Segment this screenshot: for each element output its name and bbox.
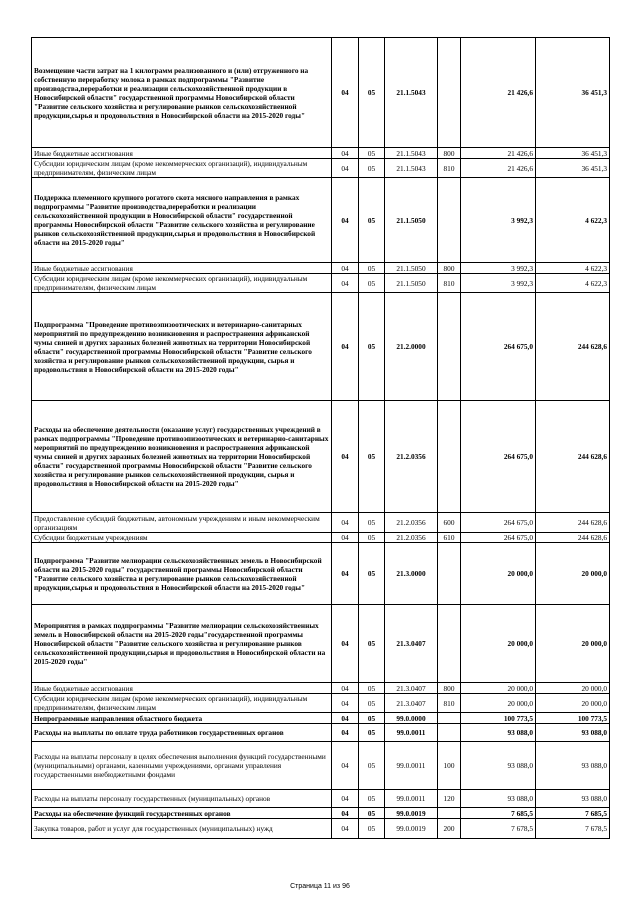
amount-2016: 7 678,5 — [536, 819, 610, 839]
expense-type-code — [438, 293, 461, 401]
amount-2016: 244 628,6 — [536, 293, 610, 401]
subsection-code: 05 — [359, 263, 385, 274]
amount-2015: 3 992,3 — [461, 274, 536, 293]
section-code: 04 — [332, 263, 359, 274]
item-name: Расходы на обеспечение деятельности (оказание услуг) государственных учреждений в рамках подпрограммы "Проведение противоэпизоотических и ветеринарно-санитарных мероприятий по предупреждению возникновения и распространения африканской чумы свиней и других заразных болезней животных на территории Новосибирской области" государственной программы Новосибирской области "Развитие сельского хозяйства и регулирование рынков сельскохозяйственной продукции, сырья и продовольствия в Новосибирской области на 2015-2020 годы" — [32, 401, 332, 513]
page-footer: Страница 11 из 96 — [290, 883, 350, 890]
target-article-code: 21.3.0000 — [385, 543, 438, 605]
table-row — [32, 713, 610, 724]
table-row — [32, 38, 610, 148]
target-article-code: 99.0.0011 — [385, 742, 438, 790]
target-article-code: 21.2.0000 — [385, 293, 438, 401]
amount-2016: 20 000,0 — [536, 605, 610, 683]
target-article-code: 99.0.0011 — [385, 790, 438, 808]
expense-type-code — [438, 605, 461, 683]
expense-type-code: 800 — [438, 263, 461, 274]
target-article-code: 21.3.0407 — [385, 694, 438, 713]
subsection-code: 05 — [359, 159, 385, 178]
item-name: Непрограммные направления областного бюджета — [32, 713, 332, 724]
table-row — [32, 159, 610, 178]
section-code: 04 — [332, 683, 359, 694]
item-name: Иные бюджетные ассигнования — [32, 683, 332, 694]
target-article-code: 99.0.0000 — [385, 713, 438, 724]
amount-2016: 20 000,0 — [536, 543, 610, 605]
table-row — [32, 808, 610, 819]
target-article-code: 99.0.0011 — [385, 724, 438, 742]
subsection-code: 05 — [359, 694, 385, 713]
target-article-code: 99.0.0019 — [385, 808, 438, 819]
target-article-code: 21.2.0356 — [385, 533, 438, 543]
section-code: 04 — [332, 742, 359, 790]
amount-2015: 264 675,0 — [461, 533, 536, 543]
section-code: 04 — [332, 819, 359, 839]
expense-type-code: 200 — [438, 819, 461, 839]
section-code: 04 — [332, 808, 359, 819]
table-row — [32, 274, 610, 293]
expense-type-code — [438, 401, 461, 513]
amount-2015: 264 675,0 — [461, 513, 536, 533]
expense-type-code: 600 — [438, 513, 461, 533]
target-article-code: 21.3.0407 — [385, 683, 438, 694]
amount-2016: 4 622,3 — [536, 274, 610, 293]
table-row — [32, 724, 610, 742]
table-row — [32, 178, 610, 263]
amount-2016: 20 000,0 — [536, 694, 610, 713]
amount-2015: 3 992,3 — [461, 178, 536, 263]
amount-2016: 244 628,6 — [536, 401, 610, 513]
subsection-code: 05 — [359, 274, 385, 293]
subsection-code: 05 — [359, 713, 385, 724]
subsection-code: 05 — [359, 148, 385, 159]
amount-2016: 100 773,5 — [536, 713, 610, 724]
target-article-code: 21.2.0356 — [385, 513, 438, 533]
amount-2015: 20 000,0 — [461, 543, 536, 605]
target-article-code: 21.1.5043 — [385, 38, 438, 148]
item-name: Субсидии юридическим лицам (кроме некоммерческих организаций), индивидуальным предпринимателям, физическим лицам — [32, 274, 332, 293]
amount-2016: 36 451,3 — [536, 38, 610, 148]
section-code: 04 — [332, 148, 359, 159]
expense-type-code — [438, 713, 461, 724]
section-code: 04 — [332, 533, 359, 543]
expense-type-code — [438, 808, 461, 819]
section-code: 04 — [332, 543, 359, 605]
section-code: 04 — [332, 694, 359, 713]
amount-2015: 93 088,0 — [461, 724, 536, 742]
amount-2015: 93 088,0 — [461, 790, 536, 808]
amount-2016: 93 088,0 — [536, 790, 610, 808]
target-article-code: 99.0.0019 — [385, 819, 438, 839]
section-code: 04 — [332, 38, 359, 148]
expense-type-code: 800 — [438, 148, 461, 159]
subsection-code: 05 — [359, 819, 385, 839]
expense-type-code: 120 — [438, 790, 461, 808]
amount-2015: 21 426,6 — [461, 159, 536, 178]
amount-2015: 20 000,0 — [461, 683, 536, 694]
subsection-code: 05 — [359, 790, 385, 808]
budget-table-page — [31, 37, 609, 839]
section-code: 04 — [332, 513, 359, 533]
item-name: Субсидии юридическим лицам (кроме некоммерческих организаций), индивидуальным предпринимателям, физическим лицам — [32, 694, 332, 713]
item-name: Подпрограмма "Проведение противоэпизоотических и ветеринарно-санитарных мероприятий по предупреждению возникновения и распространения африканской чумы свиней и других заразных болезней животных на территории Новосибирской области" государственной программы Новосибирской области "Развитие сельского хозяйства и регулирование рынков сельскохозяйственной продукции, сырья и продовольствия в Новосибирской области на 2015-2020 годы" — [32, 293, 332, 401]
target-article-code: 21.1.5043 — [385, 148, 438, 159]
amount-2016: 7 685,5 — [536, 808, 610, 819]
section-code: 04 — [332, 293, 359, 401]
table-row — [32, 263, 610, 274]
table-row — [32, 790, 610, 808]
target-article-code: 21.1.5043 — [385, 159, 438, 178]
subsection-code: 05 — [359, 724, 385, 742]
section-code: 04 — [332, 178, 359, 263]
item-name: Подпрограмма "Развитие мелиорации сельскохозяйственных земель в Новосибирской области на 2015-2020 годы" государственной программы Новосибирской области "Развитие сельского хозяйства и регулирование рынков сельскохозяйственной продукции,сырья и продовольствия в Новосибирской области на 2015-2020 годы" — [32, 543, 332, 605]
amount-2015: 21 426,6 — [461, 38, 536, 148]
amount-2016: 244 628,6 — [536, 513, 610, 533]
subsection-code: 05 — [359, 742, 385, 790]
subsection-code: 05 — [359, 605, 385, 683]
subsection-code: 05 — [359, 808, 385, 819]
section-code: 04 — [332, 713, 359, 724]
table-row — [32, 148, 610, 159]
target-article-code: 21.1.5050 — [385, 274, 438, 293]
amount-2016: 36 451,3 — [536, 148, 610, 159]
amount-2015: 20 000,0 — [461, 605, 536, 683]
item-name: Возмещение части затрат на 1 килограмм реализованного и (или) отгруженного на собственную переработку молока в рамках подпрограммы "Развитие производства,переработки и реализации сельскохозяйственной продукции в Новосибирской области" государственной программы Новосибирской области "Развитие сельского хозяйства и регулирование рынков сельскохозяйственной продукции,сырья и продовольствия в Новосибирской области на 2015-2020 годы" — [32, 38, 332, 148]
subsection-code: 05 — [359, 401, 385, 513]
expense-type-code — [438, 38, 461, 148]
table-row — [32, 533, 610, 543]
item-name: Иные бюджетные ассигнования — [32, 263, 332, 274]
amount-2015: 7 685,5 — [461, 808, 536, 819]
item-name: Иные бюджетные ассигнования — [32, 148, 332, 159]
section-code: 04 — [332, 605, 359, 683]
expense-type-code: 610 — [438, 533, 461, 543]
section-code: 04 — [332, 790, 359, 808]
amount-2016: 244 628,6 — [536, 533, 610, 543]
item-name: Расходы на выплаты персоналу государственных (муниципальных) органов — [32, 790, 332, 808]
target-article-code: 21.3.0407 — [385, 605, 438, 683]
amount-2015: 3 992,3 — [461, 263, 536, 274]
table-row — [32, 293, 610, 401]
amount-2015: 20 000,0 — [461, 694, 536, 713]
budget-table — [31, 37, 610, 839]
section-code: 04 — [332, 274, 359, 293]
amount-2016: 4 622,3 — [536, 178, 610, 263]
section-code: 04 — [332, 159, 359, 178]
subsection-code: 05 — [359, 293, 385, 401]
target-article-code: 21.1.5050 — [385, 178, 438, 263]
table-row — [32, 605, 610, 683]
amount-2016: 4 622,3 — [536, 263, 610, 274]
item-name: Мероприятия в рамках подпрограммы "Развитие мелиорации сельскохозяйственных земель в Новосибирской области на 2015-2020 годы"государственной программы Новосибирской области "Развитие сельского хозяйства и регулирование рынков сельскохозяйственной продукции,сырья и продовольствия в Новосибирской области на 2015-2020 годы" — [32, 605, 332, 683]
section-code: 04 — [332, 724, 359, 742]
item-name: Расходы на выплаты по оплате труда работников государственных органов — [32, 724, 332, 742]
table-row — [32, 401, 610, 513]
amount-2015: 264 675,0 — [461, 293, 536, 401]
amount-2016: 93 088,0 — [536, 724, 610, 742]
item-name: Субсидии бюджетным учреждениям — [32, 533, 332, 543]
amount-2015: 21 426,6 — [461, 148, 536, 159]
expense-type-code — [438, 724, 461, 742]
section-code: 04 — [332, 401, 359, 513]
expense-type-code: 800 — [438, 683, 461, 694]
table-row — [32, 694, 610, 713]
item-name: Закупка товаров, работ и услуг для государственных (муниципальных) нужд — [32, 819, 332, 839]
item-name: Расходы на обеспечение функций государственных органов — [32, 808, 332, 819]
table-row — [32, 683, 610, 694]
amount-2016: 36 451,3 — [536, 159, 610, 178]
expense-type-code — [438, 178, 461, 263]
table-row — [32, 543, 610, 605]
subsection-code: 05 — [359, 38, 385, 148]
subsection-code: 05 — [359, 178, 385, 263]
amount-2015: 93 088,0 — [461, 742, 536, 790]
amount-2016: 93 088,0 — [536, 742, 610, 790]
target-article-code: 21.1.5050 — [385, 263, 438, 274]
expense-type-code: 810 — [438, 159, 461, 178]
expense-type-code: 810 — [438, 274, 461, 293]
table-row — [32, 742, 610, 790]
target-article-code: 21.2.0356 — [385, 401, 438, 513]
table-row — [32, 819, 610, 839]
item-name: Поддержка племенного крупного рогатого скота мясного направления в рамках подпрограммы "Развитие производства,переработки и реализации сельскохозяйственной продукции в Новосибирской области" государственной программы Новосибирской области "Развитие сельского хозяйства и регулирование рынков сельскохозяйственной продукции,сырья и продовольствия в Новосибирской области на 2015-2020 годы" — [32, 178, 332, 263]
item-name: Расходы на выплаты персоналу в целях обеспечения выполнения функций государственными (муниципальными) органами, казенными учреждениями, органами управления государственными внебюджетными фондами — [32, 742, 332, 790]
expense-type-code: 810 — [438, 694, 461, 713]
subsection-code: 05 — [359, 683, 385, 694]
amount-2015: 100 773,5 — [461, 713, 536, 724]
item-name: Предоставление субсидий бюджетным, автономным учреждениям и иным некоммерческим организациям — [32, 513, 332, 533]
amount-2015: 7 678,5 — [461, 819, 536, 839]
budget-table-body — [32, 38, 610, 839]
subsection-code: 05 — [359, 533, 385, 543]
table-row — [32, 513, 610, 533]
amount-2016: 20 000,0 — [536, 683, 610, 694]
subsection-code: 05 — [359, 543, 385, 605]
expense-type-code: 100 — [438, 742, 461, 790]
expense-type-code — [438, 543, 461, 605]
item-name: Субсидии юридическим лицам (кроме некоммерческих организаций), индивидуальным предпринимателям, физическим лицам — [32, 159, 332, 178]
subsection-code: 05 — [359, 513, 385, 533]
amount-2015: 264 675,0 — [461, 401, 536, 513]
